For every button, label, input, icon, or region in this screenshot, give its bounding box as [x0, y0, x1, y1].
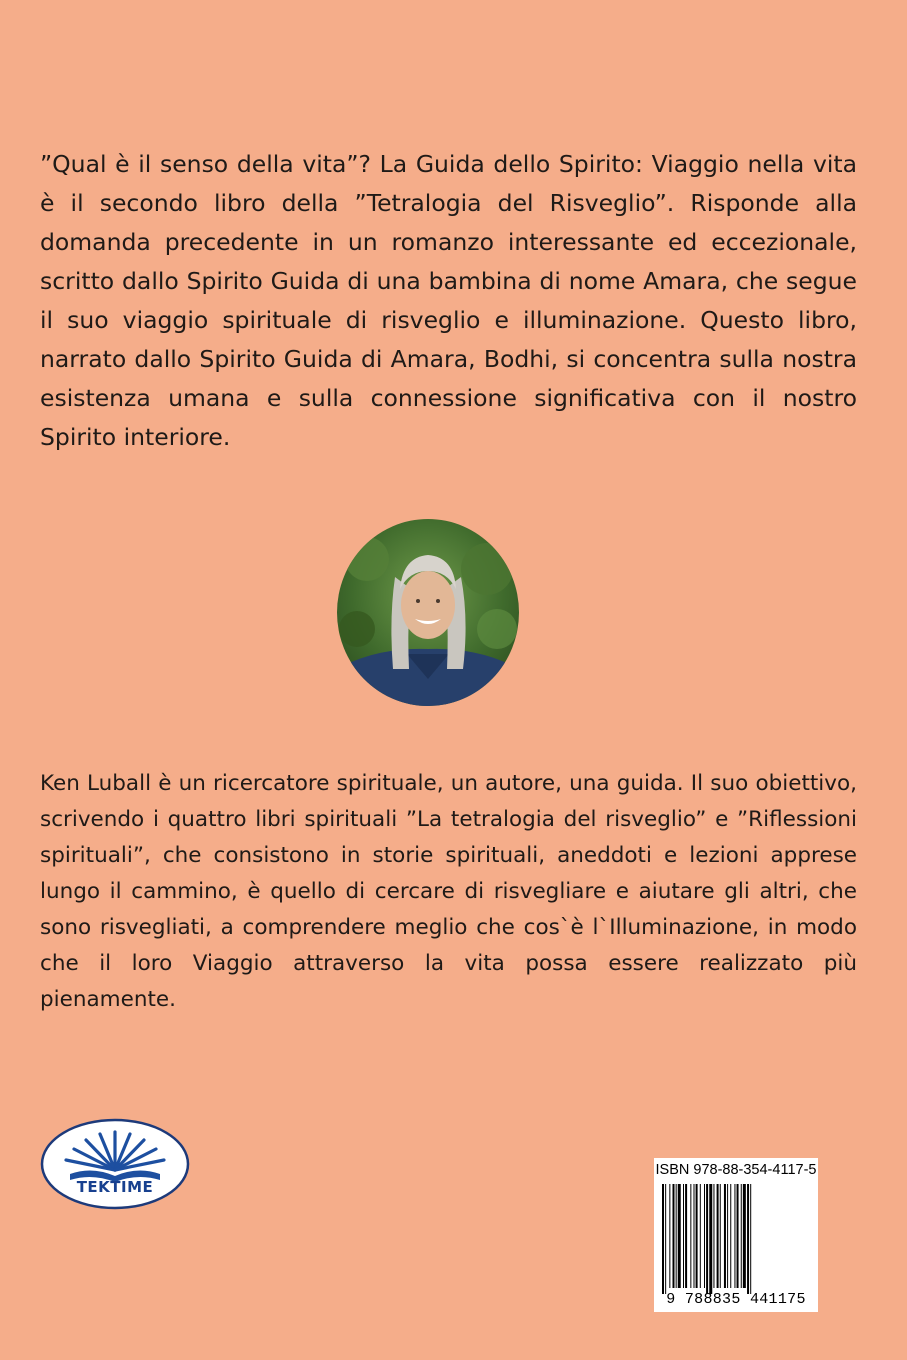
isbn-barcode-box [654, 1158, 818, 1312]
barcode-bar [665, 1184, 666, 1294]
barcode-bar [704, 1184, 705, 1288]
barcode-bar [683, 1184, 684, 1288]
publisher-name: TEKTIME [76, 1178, 154, 1196]
barcode-bar [696, 1184, 698, 1288]
barcode-bar [720, 1184, 721, 1288]
barcode-bar [734, 1184, 735, 1288]
barcode-bar [741, 1184, 742, 1288]
barcode-bar [709, 1184, 712, 1294]
barcode-bar [694, 1184, 695, 1288]
isbn-label: ISBN 978-88-354-4117-5 [655, 1162, 817, 1178]
back-cover-blurb: ”Qual è il senso della vita”? La Guida dello Spirito: Viaggio nella vita è il secondo libro della ”Tetralogia del Risveglio”. Risponde alla domanda precedente in un romanzo interessante ed eccezionale, scritto dallo Spirito Guida di una bambina di nome Amara, che segue il suo viaggio spirituale di risveglio e illuminazione. Questo libro, narrato dallo Spirito Guida di Amara, Bodhi, si concentra sulla nostra esistenza umana e sulla connessione significativa con il nostro Spirito interiore. [40, 150, 857, 451]
barcode-digits: 9 788835 441175 [666, 1291, 806, 1308]
open-book-rays-logo-icon [40, 1118, 190, 1210]
barcode-bar [750, 1184, 751, 1294]
barcode-bar [737, 1184, 739, 1288]
barcode-bar [713, 1184, 714, 1288]
barcode-bar [717, 1184, 719, 1288]
barcode-bar [727, 1184, 728, 1288]
barcode-bar [700, 1184, 701, 1288]
barcode-bar [685, 1184, 687, 1288]
author-photo [337, 519, 519, 706]
barcode-bar [747, 1184, 749, 1294]
barcode-bar [724, 1184, 726, 1288]
author-bio: Ken Luball è un ricercatore spirituale, un autore, una guida. Il suo obiettivo, scrivendo i quattro libri spirituali ”La tetralogia del risveglio” e ”Riflessioni spirituali”, che consistono in storie spirituali, aneddoti e lezioni apprese lungo il cammino, è quello di cercare di risvegliare e aiutare gli altri, che sono risvegliati, a comprendere meglio che cos`è l`Illuminazione, in modo che il loro Viaggio attraverso la vita possa essere realizzato più pienamente. [40, 771, 857, 1012]
ean13-barcode-icon [660, 1184, 812, 1294]
barcode-bar [730, 1184, 731, 1288]
barcode-bar [676, 1184, 677, 1288]
barcode-bar [690, 1184, 691, 1288]
barcode-bar [662, 1184, 664, 1294]
barcode-bar [673, 1184, 675, 1288]
barcode-bar [669, 1184, 670, 1288]
barcode-bar [678, 1184, 681, 1288]
barcode-bar [743, 1184, 746, 1288]
barcode-bar [706, 1184, 708, 1294]
